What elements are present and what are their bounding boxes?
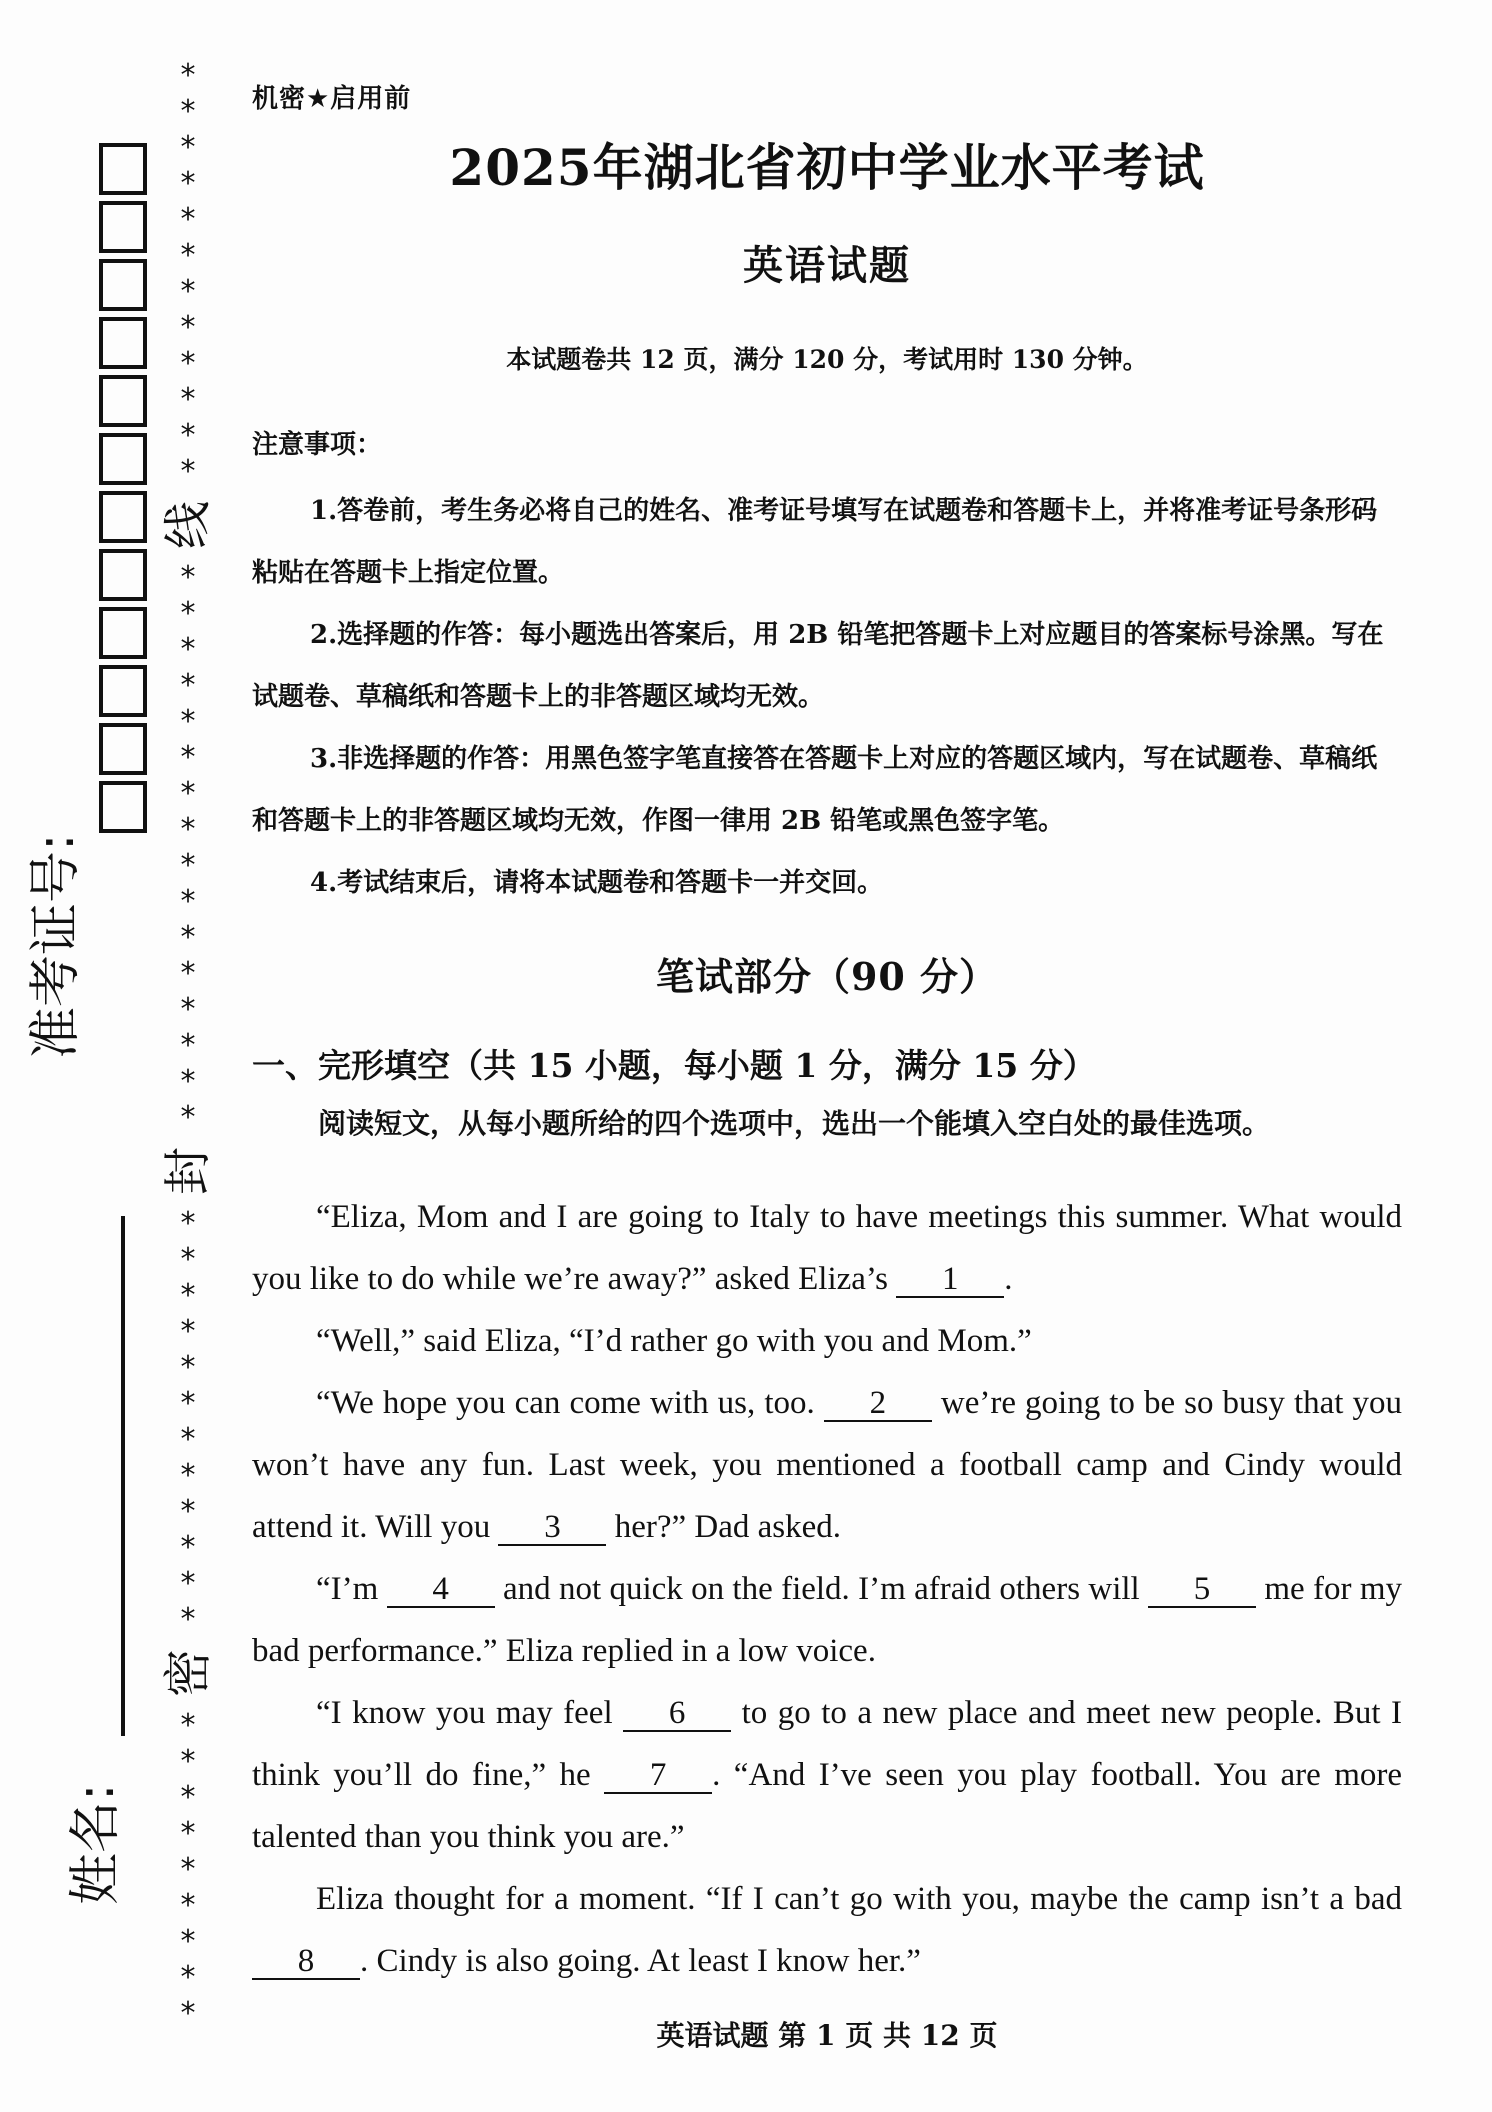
- star-mark: *: [180, 1278, 196, 1313]
- cloze-blank: 2: [824, 1386, 932, 1422]
- star-mark: *: [180, 94, 196, 129]
- star-mark: *: [180, 1888, 196, 1923]
- star-mark: *: [180, 310, 196, 345]
- exam-number-label: 准考证号:: [26, 833, 86, 1059]
- star-mark: *: [180, 454, 196, 489]
- star-mark: *: [180, 1852, 196, 1887]
- star-mark: *: [180, 382, 196, 417]
- star-mark: *: [180, 1996, 196, 2031]
- seal-char-mi: 密: [160, 1648, 217, 1698]
- exam-number-box[interactable]: [99, 607, 147, 659]
- exam-subtitle: 英语试题: [743, 242, 911, 289]
- star-mark: *: [180, 58, 196, 93]
- exam-number-box[interactable]: [99, 201, 147, 253]
- star-mark: *: [180, 238, 196, 273]
- notes-heading: 注意事项：: [252, 430, 383, 460]
- passage-text: we’re going to be so busy that you won’t have any fun. Last week, you mentioned a football camp and Cindy would attend it. Will you: [252, 1385, 1402, 1545]
- exam-number-box[interactable]: [99, 491, 147, 543]
- notes-list: [252, 480, 1402, 914]
- name-field: [66, 1210, 158, 1932]
- star-mark: *: [180, 740, 196, 775]
- star-mark: *: [180, 1602, 196, 1637]
- star-mark: *: [180, 704, 196, 739]
- star-mark: *: [180, 1494, 196, 1529]
- confidential-mark: 机密★启用前: [252, 84, 412, 114]
- passage-paragraph: [252, 1558, 1402, 1682]
- exam-number-box[interactable]: [99, 375, 147, 427]
- cloze-passage: [252, 1186, 1402, 1992]
- part-title: 一、完形填空（共 15 小题，每小题 1 分，满分 15 分）: [252, 1046, 1096, 1085]
- note-item: 3.非选择题的作答：用黑色签字笔直接答在答题卡上对应的答题区域内，写在试题卷、草稿纸和答题卡上的非答题区域均无效，作图一律用 2B 铅笔或黑色签字笔。: [252, 744, 1378, 836]
- star-mark: *: [180, 992, 196, 1027]
- exam-number-box[interactable]: [99, 723, 147, 775]
- star-mark: *: [180, 1028, 196, 1063]
- star-mark: *: [180, 1780, 196, 1815]
- passage-text: Eliza thought for a moment. “If I can’t go with you, maybe the camp isn’t a bad: [316, 1881, 1402, 1917]
- star-mark: *: [180, 1064, 196, 1099]
- star-mark: *: [180, 956, 196, 991]
- star-mark: *: [180, 346, 196, 381]
- passage-text: .: [1004, 1261, 1013, 1297]
- note-item: 4.考试结束后，请将本试题卷和答题卡一并交回。: [310, 868, 884, 898]
- passage-paragraph: [252, 1868, 1402, 1992]
- note-item: 1.答卷前，考生务必将自己的姓名、准考证号填写在试题卷和答题卡上，并将准考证号条形码粘贴在答题卡上指定位置。: [252, 496, 1378, 588]
- star-mark: *: [180, 920, 196, 955]
- seal-char-feng: 封: [160, 1146, 217, 1196]
- star-mark: *: [180, 1422, 196, 1457]
- star-mark: *: [180, 1100, 196, 1135]
- star-mark: *: [180, 1458, 196, 1493]
- star-mark: *: [180, 1566, 196, 1601]
- star-mark: *: [180, 1816, 196, 1851]
- star-mark: *: [180, 1530, 196, 1565]
- exam-number-box[interactable]: [99, 259, 147, 311]
- star-mark: *: [180, 166, 196, 201]
- seal-line: [160, 58, 217, 2032]
- passage-text: to go to a new place and meet new people. But I think you’ll do fine,” he: [252, 1695, 1402, 1793]
- exam-number-box[interactable]: [99, 781, 147, 833]
- star-mark: *: [180, 1386, 196, 1421]
- cloze-blank: 3: [498, 1510, 606, 1546]
- cloze-blank: 5: [1148, 1572, 1256, 1608]
- passage-text: “Eliza, Mom and I are going to Italy to have meetings this summer. What would you like to do while we’re away?” asked Eliza’s: [252, 1199, 1402, 1297]
- exam-info: 本试题卷共 12 页，满分 120 分，考试用时 130 分钟。: [506, 345, 1148, 374]
- passage-text: “I know you may feel: [316, 1695, 624, 1731]
- cloze-blank: 8: [252, 1944, 360, 1980]
- passage-text: . “And I’ve seen you play football. You are more talented than you think you are.”: [252, 1757, 1403, 1855]
- passage-paragraph: [252, 1372, 1402, 1558]
- star-mark: *: [180, 1350, 196, 1385]
- exam-title: 2025年湖北省初中学业水平考试: [449, 138, 1205, 197]
- note-item: 2.选择题的作答：每小题选出答案后，用 2B 铅笔把答题卡上对应题目的答案标号涂黑。写在试题卷、草稿纸和答题卡上的非答题区域均无效。: [252, 620, 1384, 712]
- cloze-blank: 6: [623, 1696, 731, 1732]
- star-mark: *: [180, 1206, 196, 1241]
- name-label: 姓名:: [66, 1783, 126, 1905]
- part-instruction: 阅读短文，从每小题所给的四个选项中，选出一个能填入空白处的最佳选项。: [318, 1107, 1271, 1140]
- passage-text: . Cindy is also going. At least I know her.”: [360, 1943, 921, 1979]
- seal-char-xian: 线: [160, 500, 217, 550]
- passage-paragraph: [252, 1682, 1402, 1868]
- star-mark: *: [180, 560, 196, 595]
- passage-text: “I’m: [316, 1571, 387, 1607]
- passage-text: and not quick on the field. I’m afraid others will: [494, 1571, 1149, 1607]
- exam-number-box[interactable]: [99, 433, 147, 485]
- star-mark: *: [180, 130, 196, 165]
- exam-number-field: [26, 140, 158, 1126]
- star-mark: *: [180, 418, 196, 453]
- star-mark: *: [180, 274, 196, 309]
- cloze-blank: 1: [896, 1262, 1004, 1298]
- exam-number-box[interactable]: [99, 665, 147, 717]
- exam-number-box[interactable]: [99, 317, 147, 369]
- name-write-line[interactable]: [121, 1216, 125, 1736]
- star-mark: *: [180, 632, 196, 667]
- star-mark: *: [180, 1744, 196, 1779]
- cloze-blank: 7: [604, 1758, 712, 1794]
- star-mark: *: [180, 848, 196, 883]
- passage-paragraph: “Well,” said Eliza, “I’d rather go with you and Mom.”: [316, 1323, 1032, 1359]
- exam-number-box[interactable]: [99, 549, 147, 601]
- star-mark: *: [180, 1708, 196, 1743]
- page-footer: 英语试题 第 1 页 共 12 页: [656, 2019, 998, 2052]
- star-mark: *: [180, 1314, 196, 1349]
- star-mark: *: [180, 202, 196, 237]
- star-mark: *: [180, 668, 196, 703]
- passage-text: her?” Dad asked.: [606, 1509, 841, 1545]
- star-mark: *: [180, 1960, 196, 1995]
- star-mark: *: [180, 1924, 196, 1959]
- star-mark: *: [180, 812, 196, 847]
- star-mark: *: [180, 596, 196, 631]
- passage-paragraph: [252, 1186, 1402, 1310]
- star-mark: *: [180, 776, 196, 811]
- star-mark: *: [180, 884, 196, 919]
- exam-number-box[interactable]: [99, 143, 147, 195]
- star-mark: *: [180, 1242, 196, 1277]
- passage-text: “We hope you can come with us, too.: [316, 1385, 824, 1421]
- passage-text: me for my bad performance.” Eliza replied in a low voice.: [252, 1571, 1403, 1669]
- cloze-blank: 4: [387, 1572, 495, 1608]
- section-title: 笔试部分（90 分）: [655, 954, 999, 999]
